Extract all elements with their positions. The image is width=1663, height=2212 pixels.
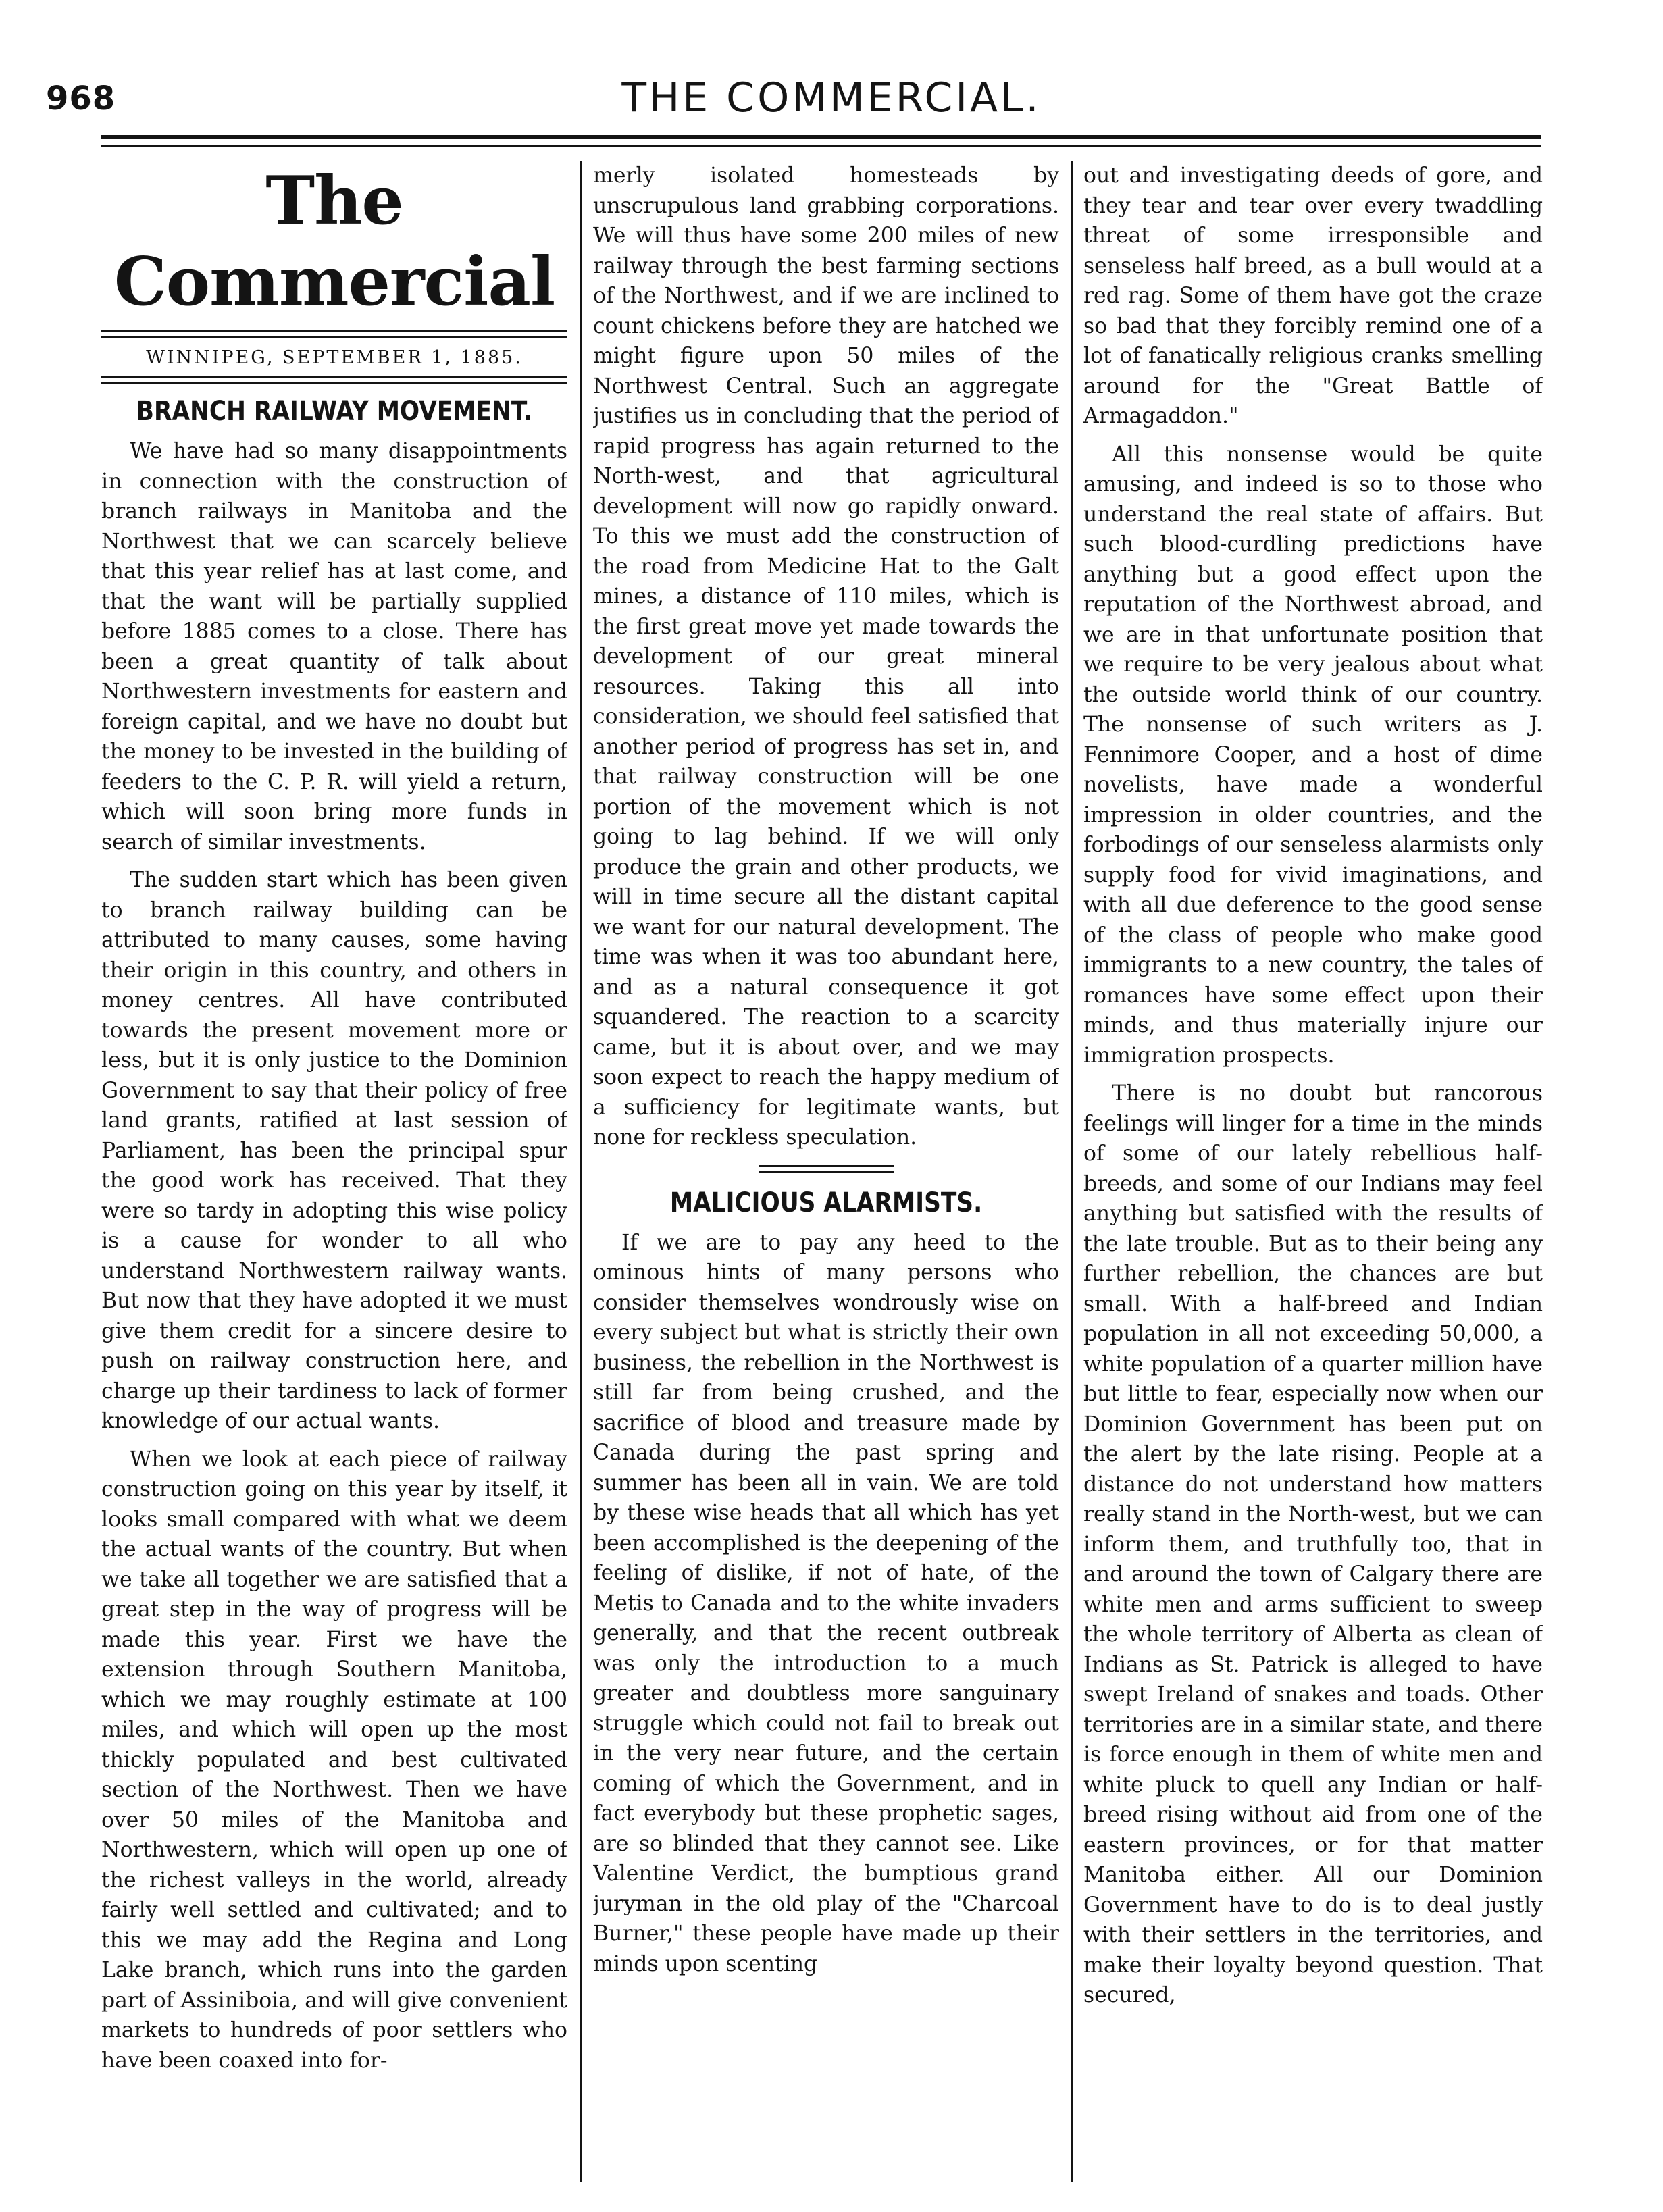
article-paragraph: If we are to pay any heed to the ominous hints of many persons who consider themselves wondrously wise on every subject but what is strictly their own business, the rebellion in the Northwest is still far from being crushed, and the sacrifice of blood and treasure made by Canada during the past spring and summer has been all in vain. We are told by these wise heads that all which has yet been accomplished is the deepening of the feeling of dislike, if not of hate, of the Metis to Canada and to the white invaders generally, and that the recent outbreak was only the introduction to a much greater and doubtless more sanguinary struggle which could not fail to break out in the very near future, and the certain coming of which the Government, and in fact everybody but these prophetic sages, are so blinded that they cannot see. Like Valentine Verdict, the bumptious grand juryman in the old play of the "Charcoal Burner," these people have made up their minds upon scenting xyxy=(593,1230,1059,1976)
column-divider-1 xyxy=(580,161,582,2182)
header-rule-bottom xyxy=(101,145,1541,147)
masthead-rule xyxy=(101,330,567,338)
headline-branch-railway: BRANCH RAILWAY MOVEMENT. xyxy=(136,396,533,427)
masthead-rule-lower xyxy=(101,376,567,384)
running-head: THE COMMERCIAL. xyxy=(621,74,1042,122)
header-rule-top xyxy=(101,135,1541,139)
column-3 xyxy=(1083,161,1543,2184)
article-paragraph: We have had so many disappointments in connection with the construction of branch railways in Manitoba and the Northwest that we can scarcely believe that this year relief has at last come, and that the want will be partially supplied before 1885 comes to a close. There has been a great quantity of talk about Northwestern investments for eastern and foreign capital, and we have no doubt but the money to be invested in the building of feeders to the C. P. R. will yield a return, which will soon bring more funds in search of similar investments. xyxy=(101,439,567,854)
column-divider-2 xyxy=(1071,161,1073,2182)
article-paragraph: When we look at each piece of railway construction going on this year by itself, it looks small compared with what we deem the actual wants of the country. But when we take all together we are satisfied that a great step in the way of progress will be made this year. First we have the extension through Southern Manitoba, which we may roughly estimate at 100 miles, and which will open up the most thickly populated and best cultivated section of the Northwest. Then we have over 50 miles of the Manitoba and Northwestern, which will open up one of the richest valleys in the world, already fairly well settled and cultivated; and to this we may add the Regina and Long Lake branch, which runs into the garden part of Assiniboia, and will give convenient markets to hundreds of poor settlers who have been coaxed into for- xyxy=(101,1447,567,2073)
headline-malicious-alarmists: MALICIOUS ALARMISTS. xyxy=(669,1187,983,1218)
article-paragraph: All this nonsense would be quite amusing, and indeed is so to those who understand the real state of affairs. But such blood-curdling predictions have anything but a good effect upon the reputation of the Northwest abroad, and we are in that unfortunate position that we require to be very jealous about what the outside world think of our country. The nonsense of such writers as J. Fennimore Cooper, and a host of dime novelists, have made a wonderful impression in older countries, and the forbodings of our senseless alarmists only supply food for vivid imaginations, and with all due deference to the good sense of the class of people who make good immigrants to a new country, the tales of romances have some effect upon their minds, and thus materially injure our immigration prospects. xyxy=(1083,442,1543,1068)
page-number: 968 xyxy=(46,80,116,118)
article-paragraph: The sudden start which has been given to branch railway building can be attributed to many causes, some having their origin in this country, and others in money centres. All have contributed towards the present movement more or less, but it is only justice to the Dominion Government to say that their policy of free land grants, ratified at last session of Parliament, has been the principal spur the good work has received. That they were so tardy in adopting this wise policy is a cause for wonder to all who understand Northwestern railway wants. But now that they have adopted it we must give them credit for a sincere desire to push on railway construction here, and charge up their tardiness to lack of former knowledge of our actual wants. xyxy=(101,868,567,1433)
column-1 xyxy=(101,161,567,2184)
article-paragraph: There is no doubt but rancorous feelings will linger for a time in the minds of some of our lately rebellious half-breeds, and some of our Indians may feel anything but satisfied with the results of the late trouble. But as to their being any further rebellion, the chances are but small. With a half-breed and Indian population in all not exceeding 50,000, a white population of a quarter million have but little to fear, especially now when our Dominion Government has been put on the alert by the late rising. People at a distance do not understand how matters really stand in the North-west, but we can inform them, and truthfully too, that in and around the town of Calgary there are white men and arms sufficient to sweep the whole territory of Alberta as clean of Indians as St. Patrick is alleged to have swept Ireland of snakes and toads. Other territories are in a similar state, and there is force enough in them of white men and white pluck to quell any Indian or half-breed rising without aid from one of the eastern provinces, or for that matter Manitoba either. All our Dominion Government have to do is to deal justly with their settlers in the territories, and make their loyalty beyond question. That secured, xyxy=(1083,1081,1543,2007)
article-paragraph: out and investigating deeds of gore, and they tear and tear over every twaddling threat of some irresponsible and senseless half breed, as a bull would at a red rag. Some of them have got the craze so bad that they forcibly remind one of a lot of fanatically religious cranks smelling around for the "Great Battle of Armagaddon." xyxy=(1083,163,1543,428)
column-2 xyxy=(593,161,1059,2184)
article-separator xyxy=(759,1165,894,1173)
dateline: WINNIPEG, SEPTEMBER 1, 1885. xyxy=(146,347,523,368)
article-paragraph: merly isolated homesteads by unscrupulous land grabbing corporations. We will thus have some 200 miles of new railway through the best farming sections of the Northwest, and if we are inclined to count chickens before they are hatched we might figure upon 50 miles of the Northwest Central. Such an aggregate justifies us in concluding that the period of rapid progress has again returned to the North-west, and that agricultural development will now go rapidly onward. To this we must add the construction of the road from Medicine Hat to the Galt mines, a distance of 110 miles, which is the first great move yet made towards the development of our great mineral resources. Taking this all into consideration, we should feel satisfied that another period of progress has set in, and that railway construction will be one portion of the movement which is not going to lag behind. If we will only produce the grain and other products, we will in time secure all the distant capital we want for our natural development. The time was when it was too abundant here, and as a natural consequence it got squandered. The reaction to a scarcity came, but it is about over, and we may soon expect to reach the happy medium of a sufficiency for legitimate wants, but none for reckless speculation. xyxy=(593,163,1059,1150)
masthead-title: The Commercial xyxy=(113,162,555,321)
